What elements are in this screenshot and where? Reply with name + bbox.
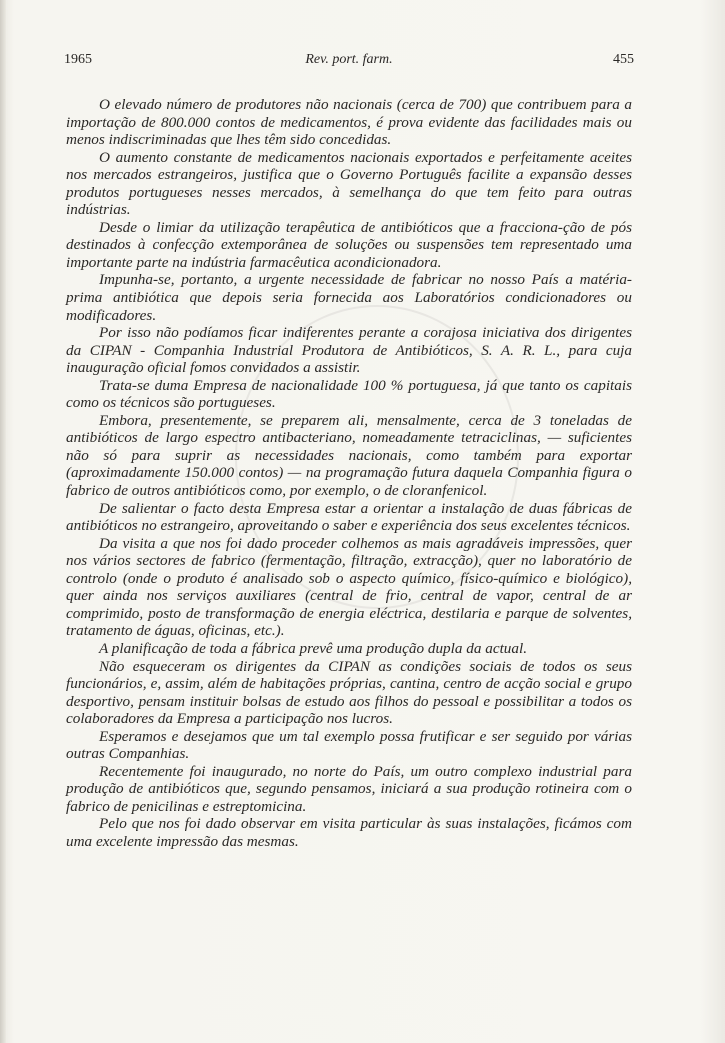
paragraph: Esperamos e desejamos que um tal exemplo possa frutificar e ser seguido por várias outras Companhias. — [66, 727, 632, 763]
paragraph: Por isso não podíamos ficar indiferentes perante a corajosa iniciativa dos dirigentes da CIPAN - Companhia Industrial Produtora de Antibióticos, S. A. R. L., para cuja inauguração oficial fomos convidados a assistir. — [66, 324, 632, 377]
paragraph: Trata-se duma Empresa de nacionalidade 100 % portuguesa, já que tanto os capitais como os técnicos são portugueses. — [66, 376, 632, 412]
paragraph: Não esqueceram os dirigentes da CIPAN as condições sociais de todos os seus funcionários, e, assim, além de habitações próprias, cantina, centro de acção social e grupo desportivo, pensam instituir bolsas de estudo aos filhos do pessoal e possibilitar a todos os colaboradores da Empresa a participação nos lucros. — [66, 657, 632, 728]
paragraph: O aumento constante de medicamentos nacionais exportados e perfeitamente aceites nos mercados estrangeiros, justifica que o Governo Português facilite a expansão desses produtos portugueses nesses mercados, à semelhança do que tem feito para outras indústrias. — [66, 148, 632, 219]
page-edge-shadow — [0, 0, 6, 1043]
header-journal-title: Rev. port. farm. — [305, 52, 393, 67]
paragraph: Recentemente foi inaugurado, no norte do País, um outro complexo industrial para produção de antibióticos que, segundo pensamos, iniciará a sua produção rotineira com o fabrico de penicilinas e estreptomicina. — [66, 762, 632, 815]
paragraph: O elevado número de produtores não nacionais (cerca de 700) que contribuem para a importação de 800.000 contos de medicamentos, é prova evidente das facilidades mais ou menos indiscriminadas que lhes têm sido concedidas. — [66, 96, 632, 149]
paragraph: Desde o limiar da utilização terapêutica de antibióticos que a fracciona-ção de pós destinados à confecção extemporânea de soluções ou suspensões tem representado uma importante parte na indústria farmacêutica acondicionadora. — [66, 218, 632, 271]
article-body — [66, 96, 632, 851]
paragraph: De salientar o facto desta Empresa estar a orientar a instalação de duas fábricas de antibióticos no estrangeiro, aproveitando o saber e experiência dos seus excelentes técnicos. — [66, 499, 632, 535]
running-header — [64, 52, 634, 70]
paragraph: Embora, presentemente, se preparem ali, mensalmente, cerca de 3 toneladas de antibióticos de largo espectro antibacteriano, nomeadamente tetraciclinas, — suficientes não só para suprir as necessidades nacionais, como também para exportar (aproximadamente 150.000 contos) — na programação futura daquela Companhia figura o fabrico de outros antibióticos como, por exemplo, o de cloranfenicol. — [66, 411, 632, 500]
header-page-number: 455 — [613, 52, 634, 67]
header-year: 1965 — [64, 52, 92, 67]
paragraph: A planificação de toda a fábrica prevê uma produção dupla da actual. — [99, 639, 528, 657]
paragraph: Impunha-se, portanto, a urgente necessidade de fabricar no nosso País a matéria-prima antibiótica que depois seria fornecida aos Laboratórios condicionadores ou modificadores. — [66, 271, 632, 324]
paragraph: Da visita a que nos foi dado proceder colhemos as mais agradáveis impressões, quer nos vários sectores de fabrico (fermentação, filtração, extracção), quer no laboratório de controlo (onde o produto é analisado sob o aspecto químico, físico-químico e biológico), quer ainda nos serviços auxiliares (central de frio, central de vapor, central de ar comprimido, posto de transformação de energia eléctrica, destilaria e parque de solventes, tratamento de águas, oficinas, etc.). — [66, 534, 632, 640]
paragraph: Pelo que nos foi dado observar em visita particular às suas instalações, ficámos com uma excelente impressão das mesmas. — [66, 815, 632, 850]
